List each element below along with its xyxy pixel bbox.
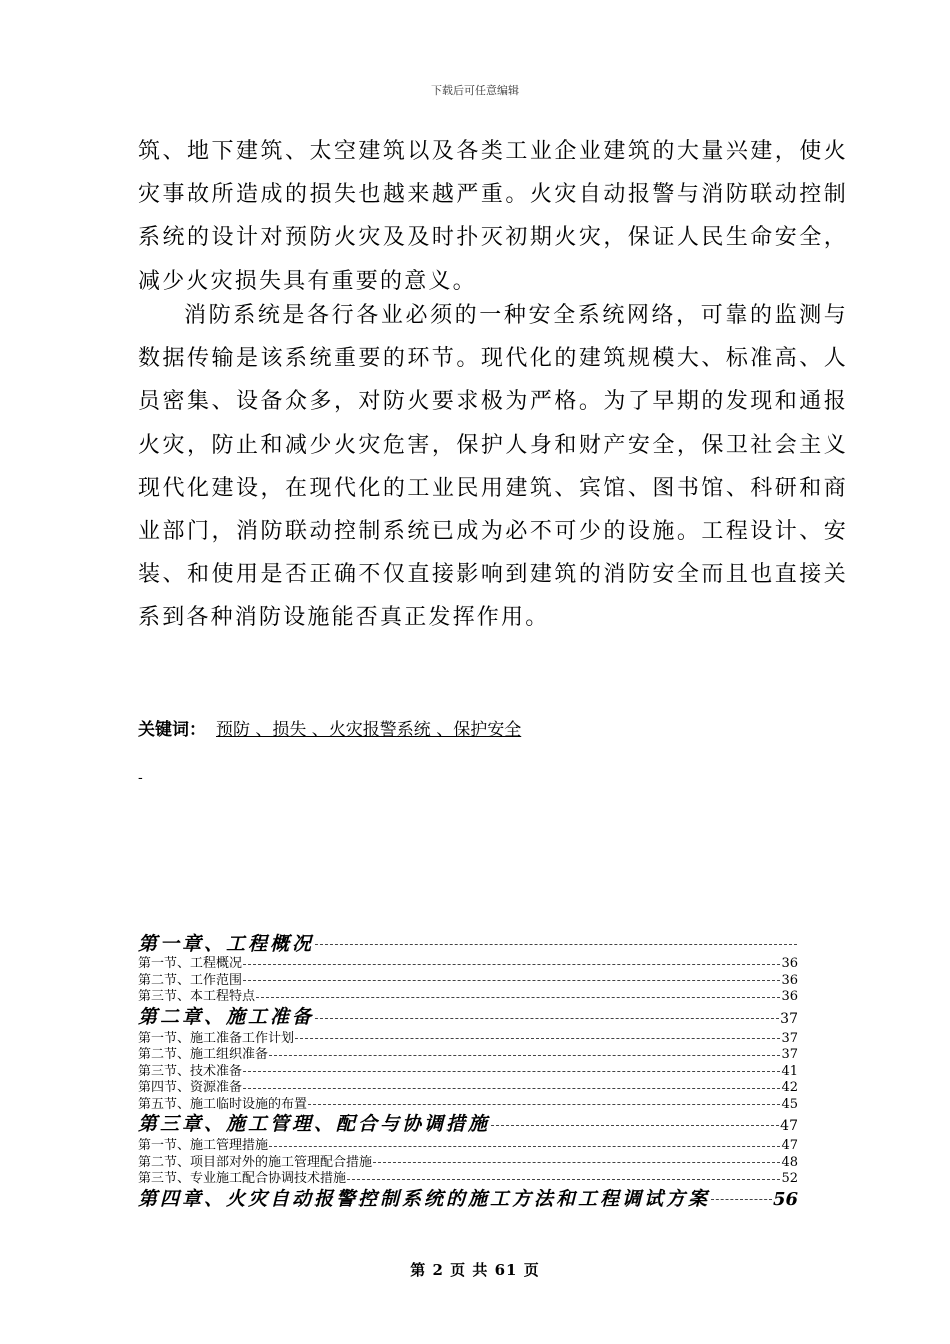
toc-section-entry[interactable] bbox=[138, 973, 798, 990]
toc-section-entry[interactable] bbox=[138, 1097, 798, 1114]
table-of-contents bbox=[138, 933, 798, 1211]
toc-entry-title: 第三章、施工管理、配合与协调措施 bbox=[138, 1113, 491, 1135]
toc-leader bbox=[373, 1162, 780, 1163]
toc-chapter-entry[interactable] bbox=[138, 933, 798, 956]
toc-entry-page: 37 bbox=[781, 1030, 798, 1046]
body-paragraph-2 bbox=[138, 294, 848, 640]
toc-entry-page: 36 bbox=[781, 989, 798, 1004]
toc-entry-title: 第四节、资源准备 bbox=[138, 1080, 243, 1095]
page-footer: 第 2 页 共 61 页 bbox=[410, 1261, 540, 1279]
toc-entry-page: 48 bbox=[781, 1154, 798, 1170]
toc-leader bbox=[347, 1179, 780, 1180]
toc-entry-page: 47 bbox=[780, 1118, 798, 1134]
toc-leader bbox=[256, 997, 780, 998]
toc-chapter-entry[interactable] bbox=[138, 1113, 798, 1138]
toc-leader bbox=[243, 1071, 780, 1072]
keywords-values: 预防 、损失 、火灾报警系统 、保护安全 bbox=[216, 720, 522, 740]
toc-entry-page: 42 bbox=[781, 1080, 798, 1095]
toc-leader bbox=[711, 1199, 772, 1200]
keywords-line bbox=[138, 715, 521, 740]
page-header: 下载后可任意编辑 bbox=[431, 84, 519, 97]
toc-section-entry[interactable] bbox=[138, 1047, 798, 1064]
toc-entry-title: 第五节、施工临时设施的布置 bbox=[138, 1096, 308, 1112]
toc-entry-title: 第一节、施工管理措施 bbox=[138, 1138, 269, 1153]
paragraph-text: 筑、地下建筑、太空建筑以及各类工业企业建筑的大量兴建，使火灾事故所造成的损失也越来越严重。火灾自动报警与消防联动控制系统的设计对预防火灾及及时扑灭初期火灾，保证人民生命安全，减少火灾损失具有重要的意义。 bbox=[138, 139, 848, 294]
toc-entry-page: 37 bbox=[781, 1047, 798, 1062]
keywords-label: 关键词： bbox=[138, 720, 206, 740]
toc-entry-title: 第一章、工程概况 bbox=[138, 933, 315, 955]
toc-entry-title: 第一节、工程概况 bbox=[138, 956, 243, 971]
toc-leader bbox=[269, 1146, 780, 1147]
toc-entry-page: 52 bbox=[781, 1171, 798, 1186]
toc-section-entry[interactable] bbox=[138, 1171, 798, 1188]
toc-entry-title: 第二节、项目部对外的施工管理配合措施 bbox=[138, 1154, 373, 1170]
toc-entry-title: 第二节、工作范围 bbox=[138, 972, 243, 988]
toc-section-entry[interactable] bbox=[138, 1064, 798, 1081]
toc-section-entry[interactable] bbox=[138, 1155, 798, 1172]
toc-leader bbox=[295, 1038, 780, 1039]
body-paragraph-1 bbox=[138, 130, 848, 303]
toc-section-entry[interactable] bbox=[138, 1031, 798, 1048]
toc-section-entry[interactable] bbox=[138, 1138, 798, 1155]
toc-entry-title: 第一节、施工准备工作计划 bbox=[138, 1030, 295, 1046]
toc-leader bbox=[315, 944, 797, 945]
toc-leader bbox=[269, 1055, 780, 1056]
toc-entry-page: 45 bbox=[781, 1096, 798, 1112]
toc-leader bbox=[243, 964, 780, 965]
toc-leader bbox=[308, 1104, 780, 1105]
toc-entry-title: 第三节、专业施工配合协调技术措施 bbox=[138, 1171, 347, 1186]
toc-entry-page: 47 bbox=[781, 1138, 798, 1153]
toc-entry-title: 第三节、本工程特点 bbox=[138, 989, 256, 1004]
toc-entry-title: 第二节、施工组织准备 bbox=[138, 1047, 269, 1062]
toc-leader bbox=[243, 980, 780, 981]
toc-chapter-entry[interactable] bbox=[138, 1188, 798, 1211]
toc-entry-title: 第二章、施工准备 bbox=[138, 1005, 315, 1028]
toc-entry-page: 56 bbox=[772, 1188, 798, 1210]
toc-entry-title: 第三节、技术准备 bbox=[138, 1063, 243, 1079]
toc-entry-page: 37 bbox=[780, 1010, 798, 1027]
toc-section-entry[interactable] bbox=[138, 956, 798, 973]
toc-leader bbox=[243, 1088, 780, 1089]
toc-entry-title: 第四章、火灾自动报警控制系统的施工方法和工程调试方案 bbox=[138, 1187, 711, 1210]
toc-leader bbox=[491, 1125, 779, 1126]
toc-entry-page: 41 bbox=[781, 1063, 798, 1079]
toc-entry-page: 36 bbox=[781, 972, 798, 988]
stray-dash: - bbox=[138, 770, 143, 786]
toc-section-entry[interactable] bbox=[138, 989, 798, 1006]
toc-entry-page: 36 bbox=[781, 956, 798, 971]
toc-chapter-entry[interactable] bbox=[138, 1006, 798, 1031]
toc-section-entry[interactable] bbox=[138, 1080, 798, 1097]
paragraph-text: 消防系统是各行各业必须的一种安全系统网络，可靠的监测与数据传输是该系统重要的环节。现代化的建筑规模大、标准高、人员密集、设备众多，对防火要求极为严格。为了早期的发现和通报火灾，防止和减少火灾危害，保护人身和财产安全，保卫社会主义现代化建设，在现代化的工业民用建筑、宾馆、图书馆、科研和商业部门，消防联动控制系统已成为必不可少的设施。工程设计、安装、和使用是否正确不仅直接影响到建筑的消防安全而且也直接关系到各种消防设施能否真正发挥作用。 bbox=[138, 303, 848, 631]
toc-leader bbox=[315, 1018, 779, 1019]
